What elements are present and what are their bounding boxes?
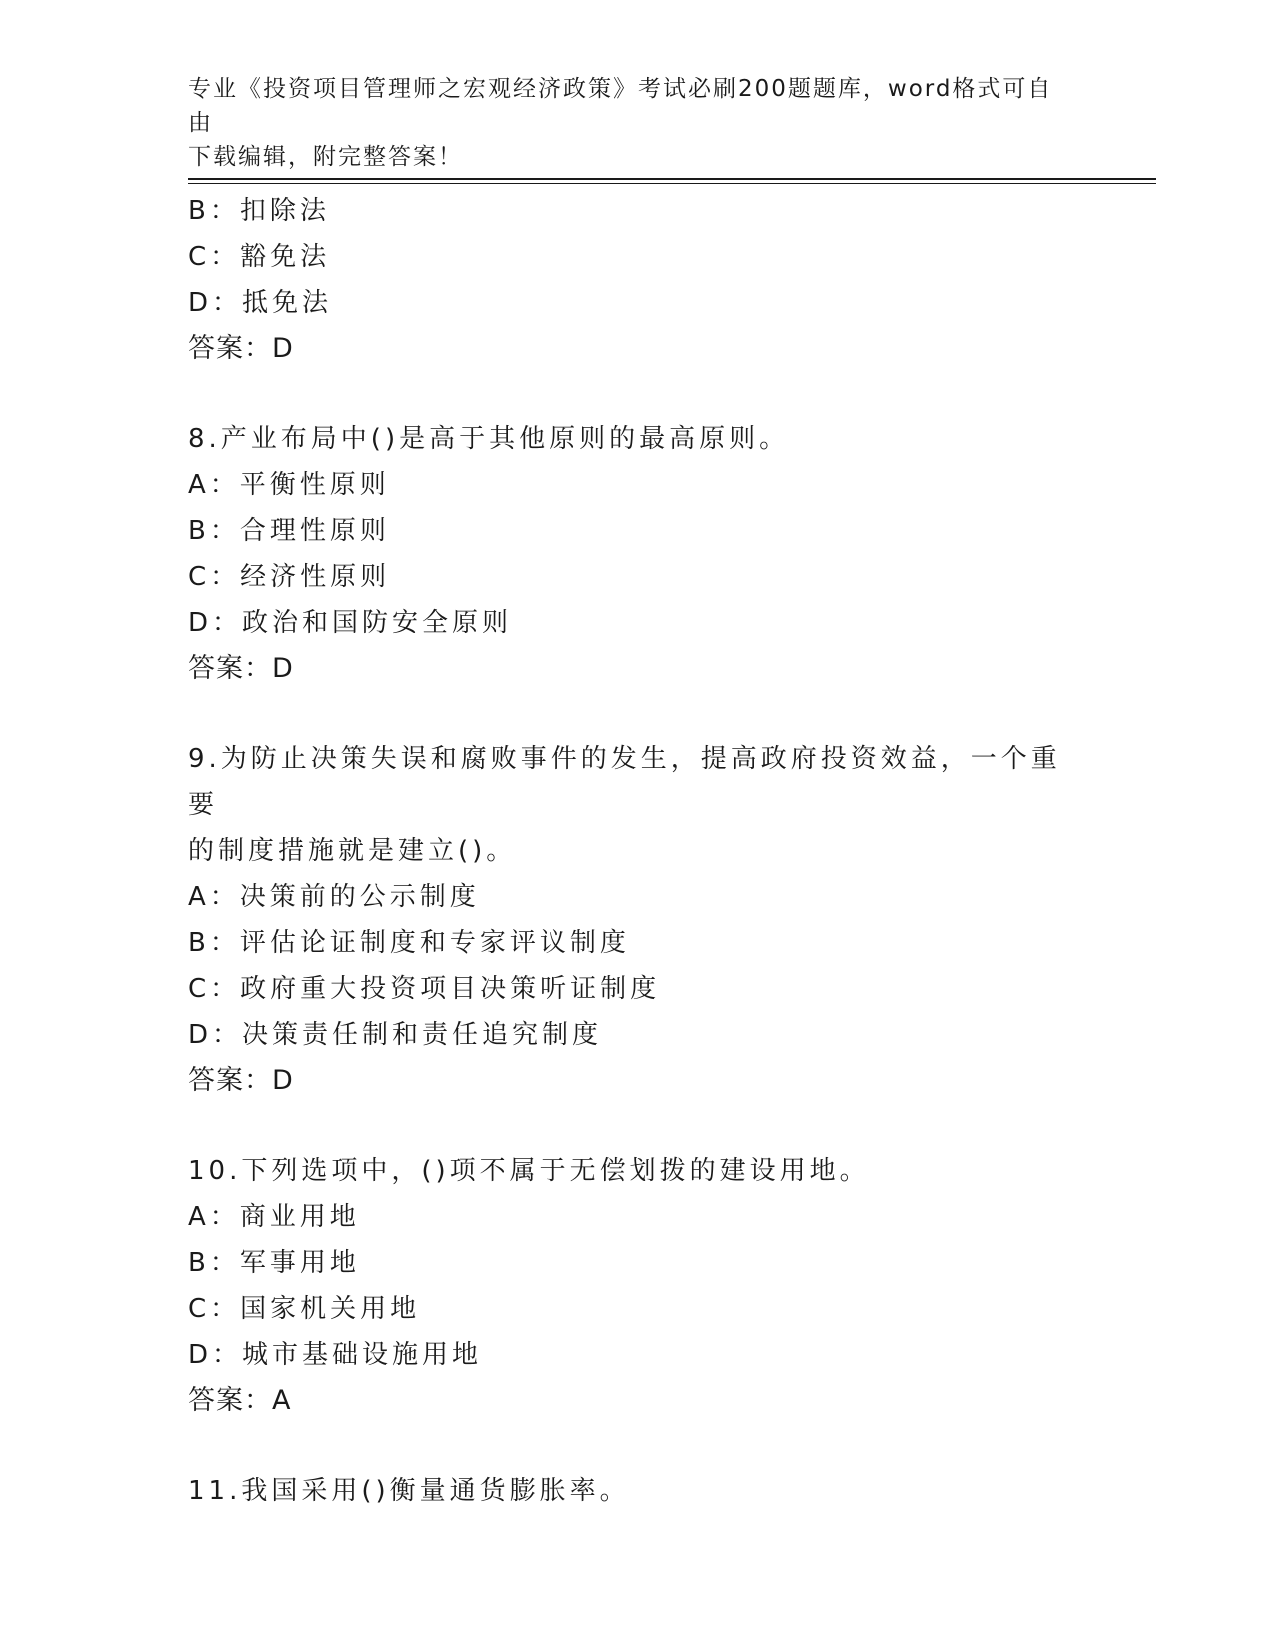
question-text: 10.下列选项中，()项不属于无偿划拨的建设用地。 — [188, 1156, 870, 1186]
header-divider-thin — [188, 183, 1156, 184]
option-d: D：抵免法 — [188, 288, 333, 318]
answer: 答案：D — [188, 333, 294, 364]
option-a: A：平衡性原则 — [188, 470, 390, 500]
option-b: B：评估论证制度和专家评议制度 — [188, 928, 630, 958]
document-body — [188, 188, 1088, 1514]
option-b: B：军事用地 — [188, 1248, 360, 1278]
option-c: C：国家机关用地 — [188, 1294, 421, 1324]
question-10 — [188, 1148, 1088, 1424]
option-b: B：合理性原则 — [188, 516, 390, 546]
question-text-line-1: 9.为防止决策失误和腐败事件的发生，提高政府投资效益，一个重要 — [188, 744, 1061, 820]
question-7-tail — [188, 188, 1088, 372]
option-d: D：政治和国防安全原则 — [188, 608, 513, 638]
question-text: 8.产业布局中()是高于其他原则的最高原则。 — [188, 424, 790, 454]
question-9 — [188, 736, 1088, 1104]
header-line-2: 下载编辑，附完整答案！ — [188, 144, 463, 170]
document-header — [188, 72, 1068, 174]
answer: 答案：D — [188, 1065, 294, 1096]
header-line-1: 专业《投资项目管理师之宏观经济政策》考试必刷200题题库，word格式可自由 — [188, 76, 1053, 136]
option-d: D：城市基础设施用地 — [188, 1340, 483, 1370]
option-c: C：政府重大投资项目决策听证制度 — [188, 974, 661, 1004]
header-divider — [188, 178, 1156, 180]
option-a: A：商业用地 — [188, 1202, 360, 1232]
question-text-line-2: 的制度措施就是建立()。 — [188, 836, 517, 866]
option-d: D：决策责任制和责任追究制度 — [188, 1020, 603, 1050]
option-b: B：扣除法 — [188, 196, 330, 226]
option-c: C：豁免法 — [188, 242, 331, 272]
question-text: 11.我国采用()衡量通货膨胀率。 — [188, 1476, 630, 1506]
answer: 答案：D — [188, 653, 294, 684]
option-a: A：决策前的公示制度 — [188, 882, 480, 912]
question-8 — [188, 416, 1088, 692]
option-c: C：经济性原则 — [188, 562, 391, 592]
answer: 答案：A — [188, 1385, 292, 1416]
question-11 — [188, 1468, 1088, 1514]
